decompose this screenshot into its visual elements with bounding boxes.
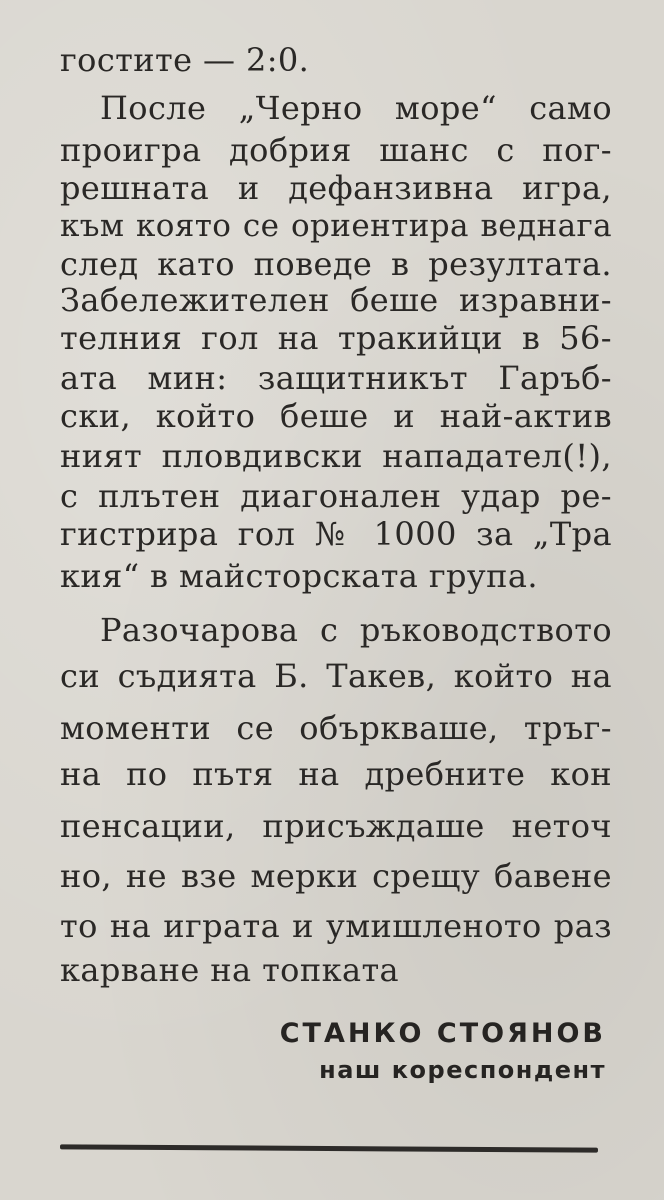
text-line: гистрира гол № 1000 за „Тра <box>60 515 612 553</box>
text-line: Разочарова с ръководството <box>100 611 612 649</box>
text-line: ски, който беше и най-актив <box>60 397 612 435</box>
text-line: карване на топката <box>60 951 400 989</box>
text-line: ата мин: защитникът Гаръб- <box>60 359 612 397</box>
text-line: на по пътя на дребните кон <box>60 755 612 793</box>
text-line: ният пловдивски нападател(!), <box>60 437 612 475</box>
text-line: към която се ориентира веднага <box>60 208 612 244</box>
text-line: гостите — 2:0. <box>60 41 310 79</box>
text-line: После „Черно море“ само <box>100 89 612 127</box>
text-line: телния гол на тракийци в 56- <box>60 319 612 357</box>
author-name: СТАНКО СТОЯНОВ <box>279 1018 606 1049</box>
text-line: кия“ в майсторската група. <box>60 557 538 595</box>
text-line: след като поведе в резултата. <box>60 245 612 283</box>
text-line: Забележителен беше изравни- <box>60 281 612 319</box>
divider-rule <box>60 1144 598 1152</box>
text-line: то на играта и умишленото раз <box>60 907 612 945</box>
text-line: проигра добрия шанс с пог- <box>60 131 612 169</box>
text-line: решната и дефанзивна игра, <box>60 169 612 207</box>
author-role: наш кореспондент <box>319 1056 606 1084</box>
text-line: с плътен диагонален удар ре- <box>60 477 612 515</box>
text-line: си съдията Б. Такев, който на <box>60 657 612 695</box>
text-line: пенсации, присъждаше неточ <box>60 807 612 845</box>
text-line: но, не взе мерки срещу бавене <box>60 857 612 895</box>
text-line: моменти се объркваше, тръг- <box>60 709 612 747</box>
